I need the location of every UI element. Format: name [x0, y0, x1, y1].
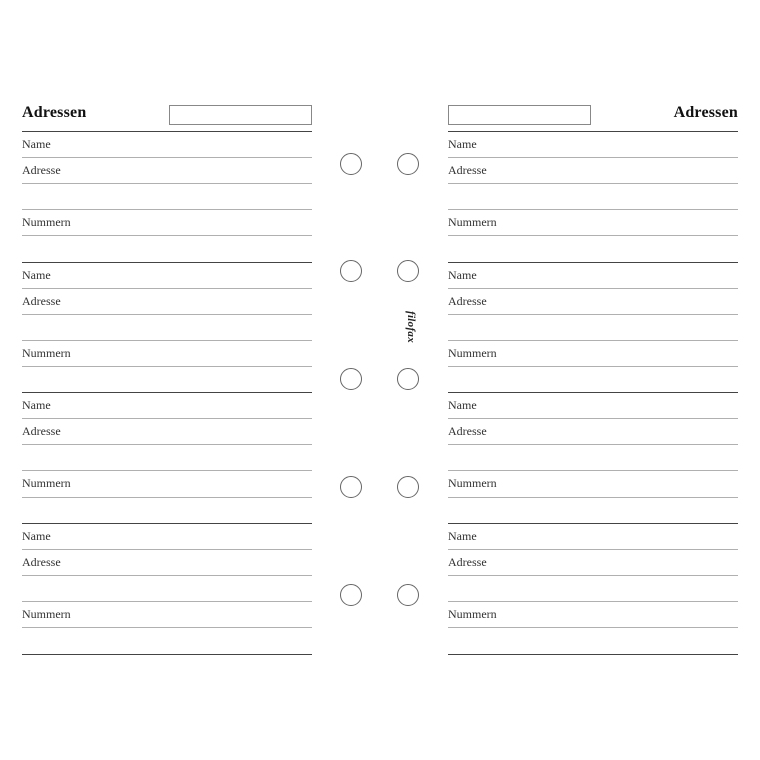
- numbers-label: Nummern: [448, 607, 497, 621]
- address-label: Adresse: [22, 424, 61, 438]
- ring-hole: [340, 260, 362, 282]
- entry-line: [448, 157, 738, 158]
- page-title: Adressen: [22, 104, 87, 121]
- entry-line: [448, 235, 738, 236]
- numbers-label: Nummern: [448, 215, 497, 229]
- header-rule: [22, 131, 312, 132]
- filofax-logo: [404, 304, 418, 350]
- entry-line: [448, 288, 738, 289]
- entry-line: [448, 366, 738, 367]
- bottom-rule: [448, 654, 738, 655]
- entry-line: [22, 157, 312, 158]
- numbers-label: Nummern: [22, 607, 71, 621]
- entry-line: [448, 183, 738, 184]
- entry-separator: [448, 523, 738, 524]
- entry-line: [22, 497, 312, 498]
- entry-line: [448, 314, 738, 315]
- name-label: Name: [448, 268, 477, 282]
- entry-line: [22, 418, 312, 419]
- address-label: Adresse: [448, 163, 487, 177]
- bottom-rule: [22, 654, 312, 655]
- name-label: Name: [448, 529, 477, 543]
- entry-separator: [22, 523, 312, 524]
- entry-line: [22, 601, 312, 602]
- entry-line: [22, 209, 312, 210]
- entry-line: [448, 209, 738, 210]
- page-title: Adressen: [673, 104, 738, 121]
- entry-line: [22, 470, 312, 471]
- ring-hole: [340, 368, 362, 390]
- address-label: Adresse: [22, 163, 61, 177]
- address-label: Adresse: [448, 555, 487, 569]
- name-label: Name: [22, 137, 51, 151]
- entry-line: [22, 183, 312, 184]
- ring-hole: [397, 153, 419, 175]
- entry-line: [448, 497, 738, 498]
- entry-separator: [22, 392, 312, 393]
- numbers-label: Nummern: [22, 215, 71, 229]
- numbers-label: Nummern: [448, 346, 497, 360]
- entry-line: [448, 627, 738, 628]
- numbers-label: Nummern: [448, 476, 497, 490]
- entry-separator: [22, 262, 312, 263]
- name-label: Name: [22, 398, 51, 412]
- address-label: Adresse: [22, 294, 61, 308]
- ring-hole: [397, 584, 419, 606]
- entry-separator: [448, 392, 738, 393]
- entry-line: [448, 601, 738, 602]
- name-label: Name: [448, 137, 477, 151]
- entry-line: [22, 288, 312, 289]
- entry-line: [22, 549, 312, 550]
- entry-line: [448, 340, 738, 341]
- entry-line: [22, 340, 312, 341]
- address-label: Adresse: [448, 424, 487, 438]
- entry-line: [22, 235, 312, 236]
- entry-line: [448, 470, 738, 471]
- address-label: Adresse: [448, 294, 487, 308]
- entry-separator: [448, 262, 738, 263]
- entry-line: [22, 366, 312, 367]
- ring-hole: [397, 368, 419, 390]
- left-page-header: [22, 104, 312, 132]
- ring-hole: [397, 260, 419, 282]
- name-label: Name: [22, 268, 51, 282]
- header-rule: [448, 131, 738, 132]
- ring-hole: [340, 476, 362, 498]
- logo-text: filofax: [405, 310, 417, 344]
- name-label: Name: [22, 529, 51, 543]
- ring-hole: [340, 153, 362, 175]
- entry-line: [448, 549, 738, 550]
- entry-line: [448, 418, 738, 419]
- numbers-label: Nummern: [22, 346, 71, 360]
- entry-line: [448, 444, 738, 445]
- name-label: Name: [448, 398, 477, 412]
- right-page-header: [448, 104, 738, 132]
- ring-hole: [397, 476, 419, 498]
- title-box: [169, 105, 312, 125]
- title-box: [448, 105, 591, 125]
- entry-line: [22, 314, 312, 315]
- numbers-label: Nummern: [22, 476, 71, 490]
- entry-line: [22, 575, 312, 576]
- address-label: Adresse: [22, 555, 61, 569]
- entry-line: [22, 444, 312, 445]
- entry-line: [22, 627, 312, 628]
- entry-line: [448, 575, 738, 576]
- ring-hole: [340, 584, 362, 606]
